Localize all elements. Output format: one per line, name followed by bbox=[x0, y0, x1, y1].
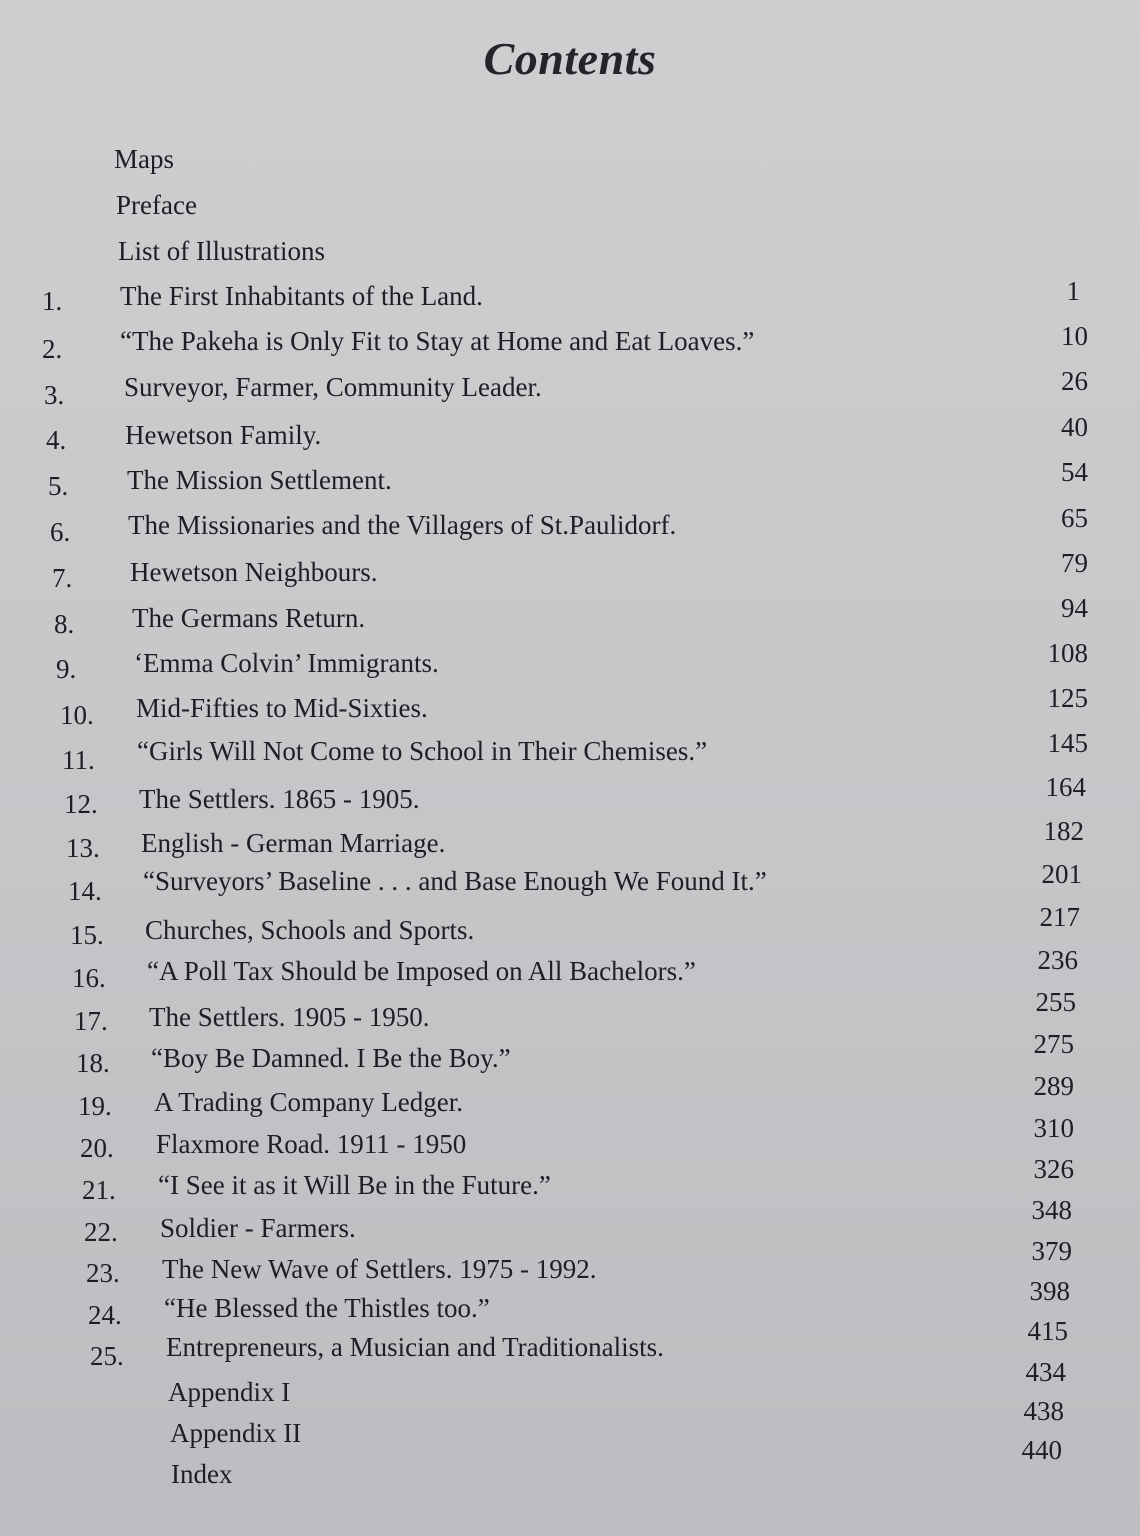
chapter-number: 25. bbox=[90, 1341, 124, 1371]
chapter-number: 9. bbox=[56, 654, 77, 684]
chapter-title: The Missionaries and the Villagers of St.Paulidorf. bbox=[128, 510, 677, 540]
front-matter-item: Maps bbox=[114, 144, 174, 174]
chapter-title: The Germans Return. bbox=[132, 603, 366, 633]
chapter-title: Flaxmore Road. 1911 - 1950 bbox=[156, 1129, 467, 1159]
chapter-page: 54 bbox=[1061, 457, 1088, 487]
chapter-title: A Trading Company Ledger. bbox=[154, 1087, 463, 1117]
chapter-title: The Settlers. 1905 - 1950. bbox=[149, 1002, 430, 1032]
chapter-title: “Boy Be Damned. I Be the Boy.” bbox=[151, 1043, 511, 1073]
chapter-number: 23. bbox=[86, 1258, 120, 1288]
chapter-title: “I See it as it Will Be in the Future.” bbox=[158, 1170, 551, 1200]
chapter-number: 4. bbox=[46, 425, 67, 455]
chapter-page: 125 bbox=[1047, 683, 1088, 713]
chapter-number: 24. bbox=[88, 1300, 122, 1330]
chapter-page: 415 bbox=[1027, 1316, 1068, 1346]
front-matter-item: List of Illustrations bbox=[118, 236, 325, 266]
chapter-number: 17. bbox=[74, 1006, 108, 1036]
chapter-number: 6. bbox=[50, 517, 71, 547]
chapter-number: 20. bbox=[80, 1133, 114, 1163]
chapter-title: The New Wave of Settlers. 1975 - 1992. bbox=[162, 1254, 597, 1284]
chapter-page: 79 bbox=[1061, 548, 1088, 578]
chapter-title: “The Pakeha is Only Fit to Stay at Home and Eat Loaves.” bbox=[120, 326, 755, 356]
chapter-page: 398 bbox=[1029, 1276, 1070, 1306]
chapter-number: 8. bbox=[54, 609, 75, 639]
chapter-title: Mid-Fifties to Mid-Sixties. bbox=[136, 693, 428, 723]
chapter-title: “Girls Will Not Come to School in Their Chemises.” bbox=[137, 736, 708, 766]
back-matter-page: 438 bbox=[1023, 1396, 1064, 1426]
chapter-number: 18. bbox=[76, 1048, 110, 1078]
chapter-title: The Settlers. 1865 - 1905. bbox=[139, 784, 420, 814]
chapter-page: 65 bbox=[1061, 503, 1088, 533]
chapter-page: 40 bbox=[1061, 412, 1088, 442]
chapter-title: Soldier - Farmers. bbox=[160, 1213, 356, 1243]
chapter-page: 145 bbox=[1047, 728, 1088, 758]
chapter-number: 19. bbox=[78, 1091, 112, 1121]
chapter-number: 14. bbox=[68, 876, 102, 906]
chapter-page: 289 bbox=[1033, 1071, 1074, 1101]
chapter-title: Entrepreneurs, a Musician and Traditionalists. bbox=[166, 1332, 664, 1362]
chapter-title: Hewetson Family. bbox=[125, 420, 322, 450]
chapter-page: 217 bbox=[1039, 902, 1080, 932]
chapter-page: 275 bbox=[1033, 1029, 1074, 1059]
chapter-title: “He Blessed the Thistles too.” bbox=[164, 1293, 490, 1323]
chapter-number: 1. bbox=[42, 286, 63, 316]
chapter-title: The First Inhabitants of the Land. bbox=[120, 281, 483, 311]
chapter-number: 5. bbox=[48, 471, 69, 501]
chapter-number: 16. bbox=[72, 963, 106, 993]
chapter-page: 1 bbox=[1066, 276, 1080, 306]
chapter-number: 22. bbox=[84, 1217, 118, 1247]
chapter-page: 201 bbox=[1041, 859, 1082, 889]
chapter-number: 10. bbox=[60, 700, 94, 730]
back-matter-title: Appendix II bbox=[170, 1418, 302, 1448]
chapter-number: 15. bbox=[70, 920, 104, 950]
chapter-number: 2. bbox=[42, 334, 63, 364]
chapter-title: ‘Emma Colvin’ Immigrants. bbox=[134, 648, 439, 678]
chapter-page: 379 bbox=[1031, 1236, 1072, 1266]
page-title: Contents bbox=[483, 33, 657, 84]
chapter-page: 326 bbox=[1033, 1154, 1074, 1184]
chapter-page: 182 bbox=[1043, 816, 1084, 846]
chapter-page: 108 bbox=[1047, 638, 1088, 668]
chapter-page: 310 bbox=[1033, 1113, 1074, 1143]
chapter-title: “Surveyors’ Baseline . . . and Base Enough We Found It.” bbox=[143, 866, 767, 896]
chapter-number: 13. bbox=[66, 833, 100, 863]
chapter-page: 255 bbox=[1035, 987, 1076, 1017]
back-matter-page: 440 bbox=[1021, 1435, 1062, 1465]
back-matter-title: Appendix I bbox=[168, 1377, 291, 1407]
chapter-page: 348 bbox=[1031, 1195, 1072, 1225]
chapter-title: The Mission Settlement. bbox=[127, 465, 392, 495]
chapter-title: Hewetson Neighbours. bbox=[130, 557, 378, 587]
chapter-page: 10 bbox=[1061, 321, 1088, 351]
chapter-page: 26 bbox=[1061, 366, 1088, 396]
chapter-title: Surveyor, Farmer, Community Leader. bbox=[124, 372, 542, 402]
chapter-number: 3. bbox=[44, 380, 65, 410]
chapter-number: 11. bbox=[62, 745, 95, 775]
chapter-page: 236 bbox=[1037, 945, 1078, 975]
back-matter-title: Index bbox=[171, 1459, 233, 1489]
front-matter-item: Preface bbox=[116, 190, 197, 220]
chapter-number: 7. bbox=[52, 563, 73, 593]
back-matter-page: 434 bbox=[1025, 1357, 1066, 1387]
chapter-title: Churches, Schools and Sports. bbox=[145, 915, 475, 945]
chapter-title: English - German Marriage. bbox=[141, 828, 446, 858]
chapter-page: 94 bbox=[1061, 593, 1088, 623]
chapter-number: 12. bbox=[64, 789, 98, 819]
chapter-title: “A Poll Tax Should be Imposed on All Bachelors.” bbox=[147, 956, 696, 986]
chapter-page: 164 bbox=[1045, 772, 1086, 802]
chapter-number: 21. bbox=[82, 1175, 116, 1205]
